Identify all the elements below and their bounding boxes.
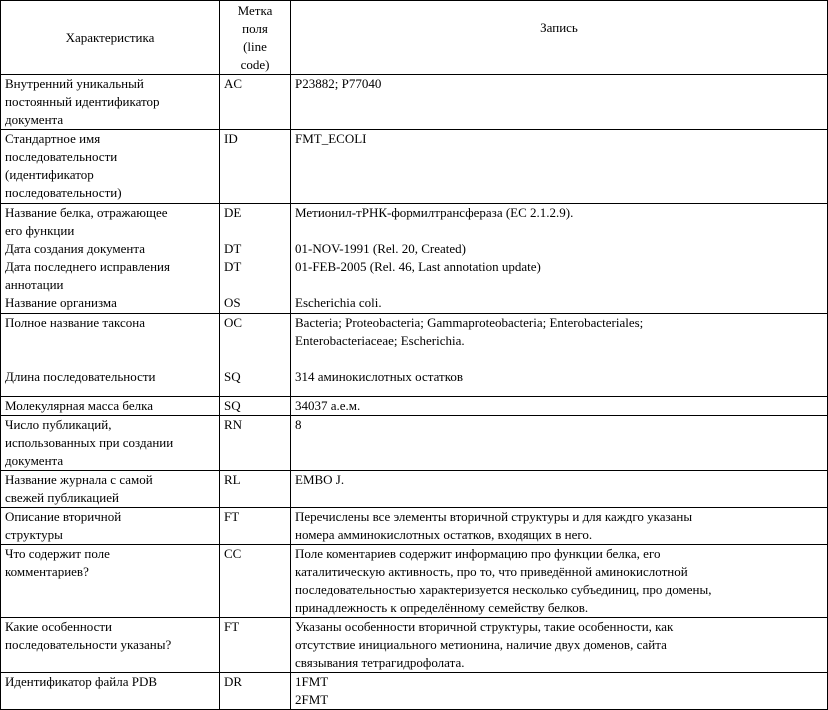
characteristic-line: документа [5, 112, 64, 127]
header-characteristic: Характеристика [1, 1, 220, 75]
entry-line: FMT_ECOLI [295, 131, 367, 146]
characteristic-cell [1, 545, 220, 618]
table-row [1, 75, 828, 130]
line-code-line: OS [224, 295, 241, 310]
table-row [1, 545, 828, 618]
table-row [1, 508, 828, 545]
entry-line: Метионил-тРНК-формилтрансфераза (EC 2.1.2.9). [295, 205, 574, 220]
characteristic-cell [1, 75, 220, 130]
entry-line: последовательностью характеризуется несколько субъединиц, про домены, [295, 582, 712, 597]
characteristic-line: комментариев? [5, 564, 89, 579]
entry-line: 8 [295, 417, 302, 432]
line-code-line: AC [224, 76, 243, 91]
line-code-cell [220, 673, 291, 710]
characteristic-line: Длина последовательности [5, 369, 156, 384]
header-line-code [220, 1, 291, 75]
characteristic-line: Внутренний уникальный [5, 76, 144, 91]
characteristic-line [5, 350, 215, 368]
entry-line: Escherichia coli. [295, 295, 382, 310]
entry-cell [291, 545, 828, 618]
header-line-code-line: (line [243, 39, 267, 54]
entry-line: 01-NOV-1991 (Rel. 20, Created) [295, 241, 467, 256]
line-code-line: ID [224, 131, 238, 146]
characteristic-line: Молекулярная масса белка [5, 398, 154, 413]
entry-cell [291, 75, 828, 130]
characteristic-cell [1, 397, 220, 416]
entry-cell [291, 314, 828, 397]
line-code-cell [220, 618, 291, 673]
entry-line: 2FMT [295, 692, 329, 707]
line-code-line: FT [224, 509, 240, 524]
entry-line: Перечислены все элементы вторичной структуры и для каждго указаны [295, 509, 693, 524]
line-code-line: SQ [224, 398, 241, 413]
characteristic-cell [1, 416, 220, 471]
characteristic-line: Дата последнего исправления [5, 259, 170, 274]
entry-line [295, 276, 823, 294]
line-code-cell [220, 130, 291, 204]
characteristic-line: аннотации [5, 277, 64, 292]
entry-line [295, 222, 823, 240]
characteristic-line: постоянный идентификатор [5, 94, 160, 109]
entry-line: P23882; P77040 [295, 76, 382, 91]
entry-line: принадлежность к определённому семейству белков. [295, 600, 589, 615]
line-code-cell [220, 471, 291, 508]
header-line-code-line: поля [242, 21, 268, 36]
characteristic-line: свежей публикацией [5, 490, 119, 505]
header-line-code-line: code) [240, 57, 270, 72]
table-row [1, 397, 828, 416]
entry-line: номера амминокислотных остатков, входящих в него. [295, 527, 593, 542]
table-row [1, 471, 828, 508]
line-code-line: DR [224, 674, 243, 689]
line-code-line: CC [224, 546, 242, 561]
table-row [1, 673, 828, 710]
line-code-line: DT [224, 241, 242, 256]
entry-cell [291, 471, 828, 508]
entry-line: каталитическую активность, про то, что приведённой аминокислотной [295, 564, 688, 579]
line-code-cell [220, 75, 291, 130]
characteristic-line: Название организма [5, 295, 117, 310]
line-code-cell [220, 204, 291, 314]
characteristic-cell [1, 130, 220, 204]
characteristic-cell [1, 618, 220, 673]
entry-line [295, 350, 823, 368]
characteristic-line [5, 332, 215, 350]
line-code-line: RL [224, 472, 241, 487]
entry-line: 01-FEB-2005 (Rel. 46, Last annotation update) [295, 259, 541, 274]
line-code-line: DT [224, 259, 242, 274]
characteristic-line: использованных при создании [5, 435, 174, 450]
entry-cell [291, 416, 828, 471]
entry-cell [291, 204, 828, 314]
characteristic-cell [1, 204, 220, 314]
line-code-cell [220, 545, 291, 618]
entry-line: связывания тетрагидрофолата. [295, 655, 465, 670]
table-row [1, 130, 828, 204]
characteristic-line: Стандартное имя [5, 131, 101, 146]
table-row [1, 204, 828, 314]
characteristic-line: структуры [5, 527, 63, 542]
characteristic-line: Что содержит поле [5, 546, 110, 561]
characteristic-cell [1, 471, 220, 508]
line-code-line: RN [224, 417, 243, 432]
entry-line: EMBO J. [295, 472, 345, 487]
line-code-line: FT [224, 619, 240, 634]
line-code-line: DE [224, 205, 242, 220]
characteristic-line: Какие особенности [5, 619, 113, 634]
entry-line: Указаны особенности вторичной структуры, такие особенности, как [295, 619, 674, 634]
characteristic-line: последовательности [5, 149, 118, 164]
header-row [1, 1, 828, 75]
entry-cell [291, 673, 828, 710]
line-code-cell [220, 314, 291, 397]
characteristic-line: Полное название таксона [5, 315, 145, 330]
characteristic-cell [1, 314, 220, 397]
entry-line: 1FMT [295, 674, 329, 689]
line-code-line [224, 222, 286, 240]
line-code-line: OC [224, 315, 243, 330]
entry-line: 34037 а.е.м. [295, 398, 361, 413]
characteristic-cell [1, 673, 220, 710]
characteristic-line: Число публикаций, [5, 417, 112, 432]
characteristic-cell [1, 508, 220, 545]
characteristic-line: Описание вторичной [5, 509, 122, 524]
entry-cell [291, 130, 828, 204]
line-code-cell [220, 397, 291, 416]
line-code-cell [220, 508, 291, 545]
characteristic-line: Идентификатор файла PDB [5, 674, 158, 689]
entry-line: Enterobacteriaceae; Escherichia. [295, 333, 465, 348]
entry-line: Поле коментариев содержит информацию про функции белка, его [295, 546, 661, 561]
entry-cell [291, 397, 828, 416]
header-line-code-line: Метка [237, 3, 273, 18]
entry-line: 314 аминокислотных остатков [295, 369, 463, 384]
line-code-line [224, 276, 286, 294]
characteristic-line: документа [5, 453, 64, 468]
characteristic-line: Название белка, отражающее [5, 205, 168, 220]
characteristic-line: Название журнала с самой [5, 472, 153, 487]
table-row [1, 416, 828, 471]
characteristic-line: последовательности) [5, 185, 122, 200]
table-row [1, 618, 828, 673]
entry-cell [291, 508, 828, 545]
characteristic-line: последовательности указаны? [5, 637, 172, 652]
entry-line: отсутствие инициального метионина, наличие двух доменов, сайта [295, 637, 667, 652]
header-entry: Запись [291, 1, 828, 75]
characteristic-line: (идентификатор [5, 167, 94, 182]
line-code-cell [220, 416, 291, 471]
line-code-line [224, 332, 286, 350]
entry-cell [291, 618, 828, 673]
line-code-line: SQ [224, 369, 241, 384]
characteristic-line: Дата создания документа [5, 241, 145, 256]
characteristic-line: его функции [5, 223, 75, 238]
table-row [1, 314, 828, 397]
line-code-line [224, 350, 286, 368]
entry-line: Bacteria; Proteobacteria; Gammaproteobacteria; Enterobacteriales; [295, 315, 644, 330]
